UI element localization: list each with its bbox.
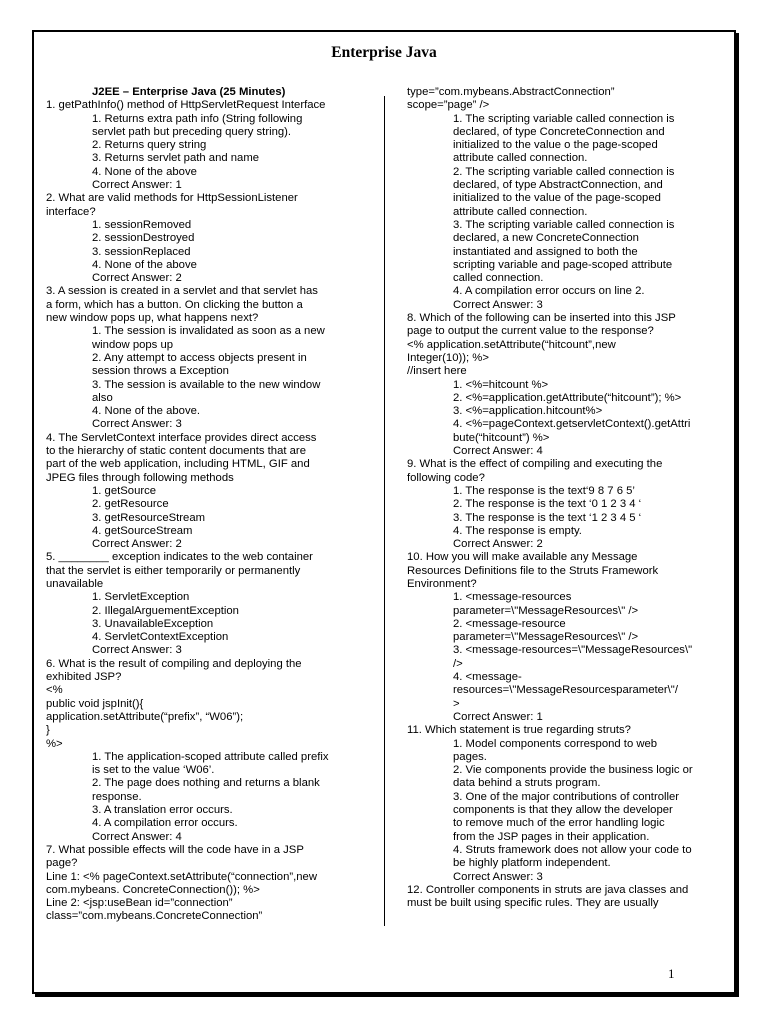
- answer-option-line: 2. The response is the text ‘0 1 2 3 4 ‘: [453, 498, 642, 511]
- answer-option-line: declared, a new ConcreteConnection: [453, 232, 639, 245]
- answer-option-line: is set to the value ‘W06’.: [92, 764, 215, 777]
- answer-option-line: 2. <message-resource: [453, 617, 566, 630]
- question-line: 8. Which of the following can be inserted into this JSP: [407, 312, 676, 325]
- answer-option-line: >: [453, 697, 460, 710]
- question-line: com.mybeans. ConcreteConnection()); %>: [46, 883, 260, 896]
- answer-option-line: 1. Returns extra path info (String following: [92, 112, 303, 125]
- answer-option-line: 4. Struts framework does not allow your code to: [453, 843, 692, 856]
- answer-option-line: bute(“hitcount”) %>: [453, 431, 550, 444]
- answer-option-line: 4. None of the above: [92, 258, 197, 271]
- answer-option-line: 2. <%=application.getAttribute(“hitcount”); %>: [453, 391, 682, 404]
- answer-option-line: 4. ServletContextException: [92, 631, 229, 644]
- question-line: %>: [46, 737, 63, 750]
- answer-option-line: 2. Vie components provide the business logic or: [453, 764, 693, 777]
- answer-option-line: 3. <message-resources=\"MessageResources\": [453, 644, 693, 657]
- answer-option-line: Correct Answer: 2: [453, 538, 543, 551]
- question-line: 6. What is the result of compiling and deploying the: [46, 657, 302, 670]
- answer-option-line: 3. One of the major contributions of controller: [453, 790, 680, 803]
- answer-option-line: 2. The page does nothing and returns a blank: [92, 777, 320, 790]
- answer-option-line: 3. UnavailableException: [92, 617, 214, 630]
- answer-option-line: 4. getSourceStream: [92, 524, 193, 537]
- question-line: following code?: [407, 471, 485, 484]
- left-column: [46, 86, 360, 924]
- answer-option-line: called connection.: [453, 272, 544, 285]
- answer-option-line: Correct Answer: 1: [453, 710, 543, 723]
- question-line: <% application.setAttribute(“hitcount”,new: [407, 338, 616, 351]
- answer-option-line: 3. getResourceStream: [92, 511, 206, 524]
- question-line: Resources Definitions file to the Struts Framework: [407, 564, 659, 577]
- answer-option-line: 4. A compilation error occurs.: [92, 817, 238, 830]
- answer-option-line: Correct Answer: 3: [92, 418, 182, 431]
- question-line: Integer(10)); %>: [407, 351, 489, 364]
- answer-option-line: 1. The session is invalidated as soon as a new: [92, 325, 325, 338]
- question-line: page?: [46, 857, 78, 870]
- page-number: 1: [668, 966, 675, 981]
- question-line: part of the web application, including HTML, GIF and: [46, 458, 310, 471]
- question-line: class=”com.mybeans.ConcreteConnection”: [46, 910, 263, 923]
- answer-option-line: 3. The response is the text ‘1 2 3 4 5 ‘: [453, 511, 642, 524]
- answer-option-line: 1. The response is the text‘9 8 7 6 5’: [453, 484, 635, 497]
- answer-option-line: 4. None of the above: [92, 165, 197, 178]
- page-title: Enterprise Java: [331, 44, 437, 61]
- answer-option-line: initialized to the value of the page-scoped: [453, 192, 661, 205]
- answer-option-line: session throws a Exception: [92, 365, 229, 378]
- question-line: JPEG files through following methods: [46, 471, 234, 484]
- answer-option-line: to remove much of the error handling logic: [453, 817, 665, 830]
- answer-option-line: be highly platform independent.: [453, 857, 611, 870]
- answer-option-line: window pops up: [92, 338, 174, 351]
- question-line: 11. Which statement is true regarding struts?: [407, 724, 631, 737]
- answer-option-line: 3. A translation error occurs.: [92, 804, 233, 817]
- answer-option-line: 1. ServletException: [92, 591, 190, 604]
- question-line: 7. What possible effects will the code have in a JSP: [46, 843, 304, 856]
- question-line: 2. What are valid methods for HttpSessionListener: [46, 192, 298, 205]
- question-line: exhibited JSP?: [46, 671, 122, 684]
- answer-option-line: Correct Answer: 3: [92, 644, 182, 657]
- answer-option-line: response.: [92, 790, 142, 803]
- answer-option-line: Correct Answer: 4: [453, 445, 543, 458]
- answer-option-line: instantiated and assigned to both the: [453, 245, 638, 258]
- answer-option-line: attribute called connection.: [453, 205, 588, 218]
- answer-option-line: 1. getSource: [92, 484, 157, 497]
- answer-option-line: resources=\"MessageResourcesparameter\"/: [453, 684, 678, 697]
- answer-option-line: 1. The application-scoped attribute called prefix: [92, 750, 329, 763]
- answer-option-line: parameter=\"MessageResources\" />: [453, 604, 639, 617]
- answer-option-line: parameter=\"MessageResources\" />: [453, 631, 639, 644]
- answer-option-line: 2. IllegalArguementException: [92, 604, 239, 617]
- right-column: [407, 86, 717, 910]
- answer-option-line: Correct Answer: 3: [453, 870, 543, 883]
- answer-option-line: Correct Answer: 4: [92, 830, 182, 843]
- answer-option-line: 1. <message-resources: [453, 591, 572, 604]
- answer-option-line: from the JSP pages in their application.: [453, 830, 650, 843]
- answer-option-line: declared, of type ConcreteConnection and: [453, 125, 665, 138]
- question-line: scope=”page” />: [407, 99, 490, 112]
- question-line: 12. Controller components in struts are java classes and: [407, 883, 689, 896]
- question-line: 3. A session is created in a servlet and that servlet has: [46, 285, 318, 298]
- answer-option-line: also: [92, 391, 113, 404]
- question-line: 5. ________ exception indicates to the web container: [46, 551, 313, 564]
- answer-option-line: 4. A compilation error occurs on line 2.: [453, 285, 645, 298]
- question-line: }: [46, 724, 50, 737]
- answer-option-line: />: [453, 657, 463, 670]
- answer-option-line: 1. sessionRemoved: [92, 218, 192, 231]
- answer-option-line: declared, of type AbstractConnection, and: [453, 179, 663, 192]
- question-line: <%: [46, 684, 63, 697]
- question-line: 10. How you will make available any Message: [407, 551, 638, 564]
- question-line: page to output the current value to the response?: [407, 325, 654, 338]
- question-line: //insert here: [407, 365, 467, 378]
- answer-option-line: 2. getResource: [92, 498, 169, 511]
- answer-option-line: 2. The scripting variable called connection is: [453, 165, 675, 178]
- question-line: 1. getPathInfo() method of HttpServletRequest Interface: [46, 99, 326, 112]
- question-line: application.setAttribute(“prefix”, “W06”);: [46, 710, 244, 723]
- section-heading: J2EE – Enterprise Java (25 Minutes): [92, 86, 286, 98]
- question-line: to the hierarchy of static content documents that are: [46, 445, 306, 458]
- answer-option-line: data behind a struts program.: [453, 777, 601, 790]
- answer-option-line: 2. Returns query string: [92, 139, 207, 152]
- answer-option-line: 4. <message-: [453, 671, 522, 684]
- answer-option-line: components is that they allow the developer: [453, 804, 673, 817]
- question-line: interface?: [46, 205, 96, 218]
- answer-option-line: 3. <%=application.hitcount%>: [453, 405, 603, 418]
- answer-option-line: Correct Answer: 1: [92, 179, 182, 192]
- answer-option-line: scripting variable and page-scoped attribute: [453, 258, 673, 271]
- column-divider: [384, 96, 385, 926]
- answer-option-line: servlet path but preceding query string).: [92, 125, 292, 138]
- answer-option-line: pages.: [453, 750, 487, 763]
- question-line: must be built using specific rules. They are usually: [407, 897, 659, 910]
- answer-option-line: 2. Any attempt to access objects present in: [92, 351, 307, 364]
- answer-option-line: 3. The session is available to the new window: [92, 378, 321, 391]
- question-line: that the servlet is either temporarily or permanently: [46, 564, 301, 577]
- answer-option-line: 4. <%=pageContext.getservletContext().getAttri: [453, 418, 691, 431]
- question-line: a form, which has a button. On clicking the button a: [46, 298, 303, 311]
- answer-option-line: 4. None of the above.: [92, 405, 201, 418]
- answer-option-line: initialized to the value o the page-scoped: [453, 139, 658, 152]
- answer-option-line: 1. <%=hitcount %>: [453, 378, 549, 391]
- answer-option-line: 3. Returns servlet path and name: [92, 152, 260, 165]
- answer-option-line: attribute called connection.: [453, 152, 588, 165]
- answer-option-line: 4. The response is empty.: [453, 524, 582, 537]
- question-line: Line 1: <% pageContext.setAttribute(“connection”,new: [46, 870, 317, 883]
- question-line: public void jspInit(){: [46, 697, 144, 710]
- question-line: new window pops up, what happens next?: [46, 312, 259, 325]
- answer-option-line: 3. The scripting variable called connection is: [453, 218, 675, 231]
- answer-option-line: 2. sessionDestroyed: [92, 232, 195, 245]
- answer-option-line: 1. The scripting variable called connection is: [453, 112, 675, 125]
- answer-option-line: 3. sessionReplaced: [92, 245, 191, 258]
- answer-option-line: Correct Answer: 2: [92, 538, 182, 551]
- answer-option-line: Correct Answer: 3: [453, 298, 543, 311]
- question-line: Environment?: [407, 577, 477, 590]
- question-line: unavailable: [46, 577, 104, 590]
- answer-option-line: Correct Answer: 2: [92, 272, 182, 285]
- question-line: 4. The ServletContext interface provides direct access: [46, 431, 317, 444]
- question-line: Line 2: <jsp:useBean id=”connection”: [46, 897, 233, 910]
- question-line: 9. What is the effect of compiling and executing the: [407, 458, 663, 471]
- question-line: type=”com.mybeans.AbstractConnection”: [407, 86, 615, 98]
- answer-option-line: 1. Model components correspond to web: [453, 737, 658, 750]
